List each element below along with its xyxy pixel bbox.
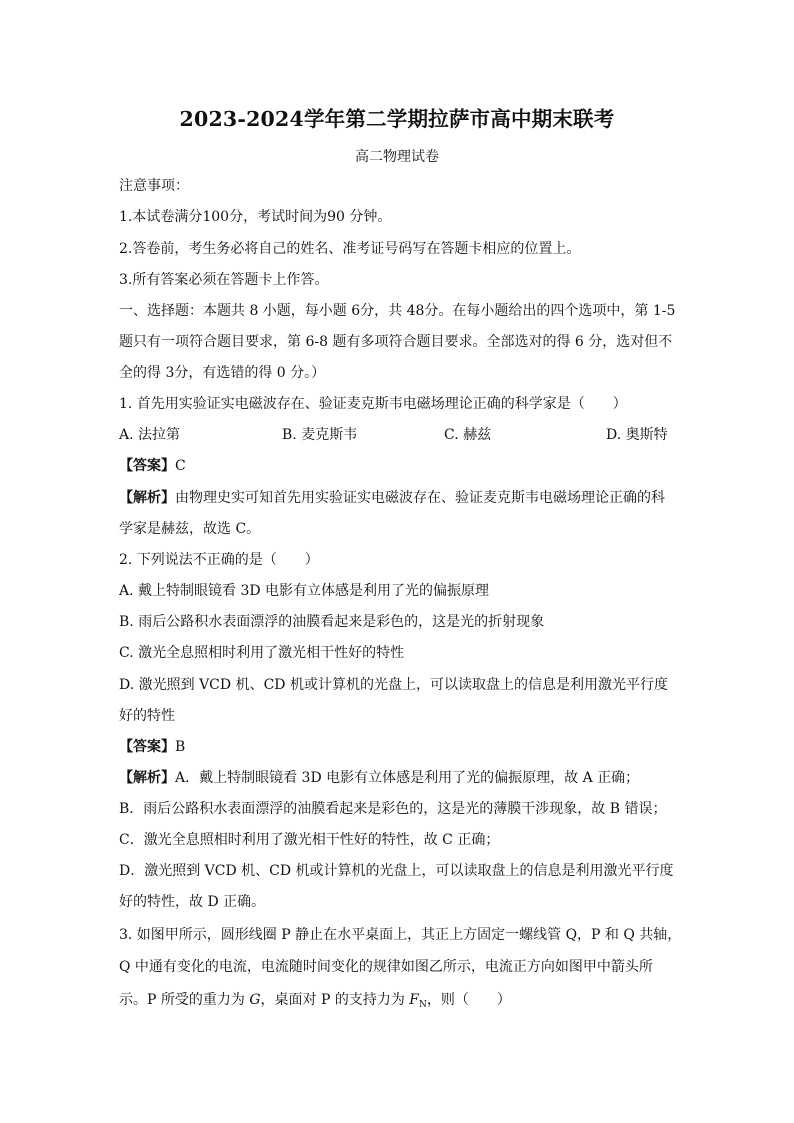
normal-force-symbol [409,992,427,1008]
section-instructions: 全的得 3分，有选错的得 0 分。） [119,365,326,381]
notice-item: 2.答卷前，考生务必将自己的姓名、准考证号码写在答题卡相应的位置上。 [119,241,581,257]
exam-title: 2023-2024学年第二学期拉萨市高中期末联考 [179,107,615,131]
question-1-analysis-cont: 学家是赫兹，故选 C。 [119,521,261,537]
notice-heading: 注意事项： [119,178,189,194]
question-1-analysis [119,488,665,508]
question-2-analysis [119,768,639,788]
exam-subtitle: 高二物理试卷 [355,149,439,165]
question-2-option-a: A. 戴上特制眼镜看 3D 电影有立体感是利用了光的偏振原理 [119,583,490,599]
question-3-stem: 3. 如图甲所示，圆形线圈 P 静止在水平桌面上，其正上方固定一螺线管 Q，P 和 Q 共轴， [119,927,682,943]
answer-value: B [175,739,186,755]
text-segment: ，则（ ） [426,992,511,1008]
question-2-option-d: D. 激光照到 VCD 机、CD 机或计算机的光盘上，可以读取盘上的信息是利用激光平行度 [119,677,668,693]
question-3-stem-cont: Q 中通有变化的电流，电流随时间变化的规律如图乙所示，电流正方向如图甲中箭头所 [119,959,653,975]
option-d: D. 奥斯特 [606,427,668,443]
question-2-analysis-c: C．激光全息照相时利用了激光相干性好的特性，故 C 正确； [119,832,500,848]
question-2-analysis-b: B．雨后公路积水表面漂浮的油膜看起来是彩色的，这是光的薄膜干涉现象，故 B 错误； [119,801,667,817]
force-subscript: N [419,1000,427,1010]
analysis-text: 由物理史实可知首先用实验证实电磁波存在、验证麦克斯韦电磁场理论正确的科 [175,490,665,506]
analysis-label: 【解析】 [119,490,175,506]
question-2-option-b: B. 雨后公路积水表面漂浮的油膜看起来是彩色的，这是光的折射现象 [119,614,545,630]
answer-value: C [175,458,186,474]
gravity-symbol: G [249,992,261,1008]
option-c: C. 赫兹 [444,427,492,443]
question-2-analysis-d: D．激光照到 VCD 机、CD 机或计算机的光盘上，可以读取盘上的信息是利用激光平行度 [119,863,674,879]
question-3-stem-last [119,990,511,1015]
question-2-stem: 2. 下列说法不正确的是（ ） [119,552,319,568]
notice-item: 3.所有答案必须在答题卡上作答。 [119,272,329,288]
question-2-analysis-d-cont: 好的特性，故 D 正确。 [119,894,266,910]
section-instructions: 题只有一项符合题目要求，第 6-8 题有多项符合题目要求。全部选对的得 6 分，选对但不 [119,334,673,350]
option-b: B. 麦克斯韦 [282,427,358,443]
option-a: A. 法拉第 [119,427,181,443]
answer-label: 【答案】 [119,739,175,755]
answer-label: 【答案】 [119,458,175,474]
text-segment: ，桌面对 P 的支持力为 [260,992,410,1008]
text-segment: 示。P 所受的重力为 [119,992,250,1008]
section-instructions: 一、选择题：本题共 8 小题，每小题 6分，共 48分。在每小题给出的四个选项中，第 1-5 [119,303,676,319]
force-letter: F [409,992,420,1008]
analysis-text: A．戴上特制眼镜看 3D 电影有立体感是利用了光的偏振原理，故 A 正确； [175,770,640,786]
question-1-answer [119,456,186,476]
question-2-answer [119,737,185,757]
notice-item: 1.本试卷满分100分，考试时间为90 分钟。 [119,209,392,225]
question-1-stem: 1. 首先用实验证实电磁波存在、验证麦克斯韦电磁场理论正确的科学家是（ ） [119,396,627,412]
analysis-label: 【解析】 [119,770,175,786]
question-2-option-d-cont: 好的特性 [119,708,175,724]
question-2-option-c: C. 激光全息照相时利用了激光相干性好的特性 [119,645,405,661]
